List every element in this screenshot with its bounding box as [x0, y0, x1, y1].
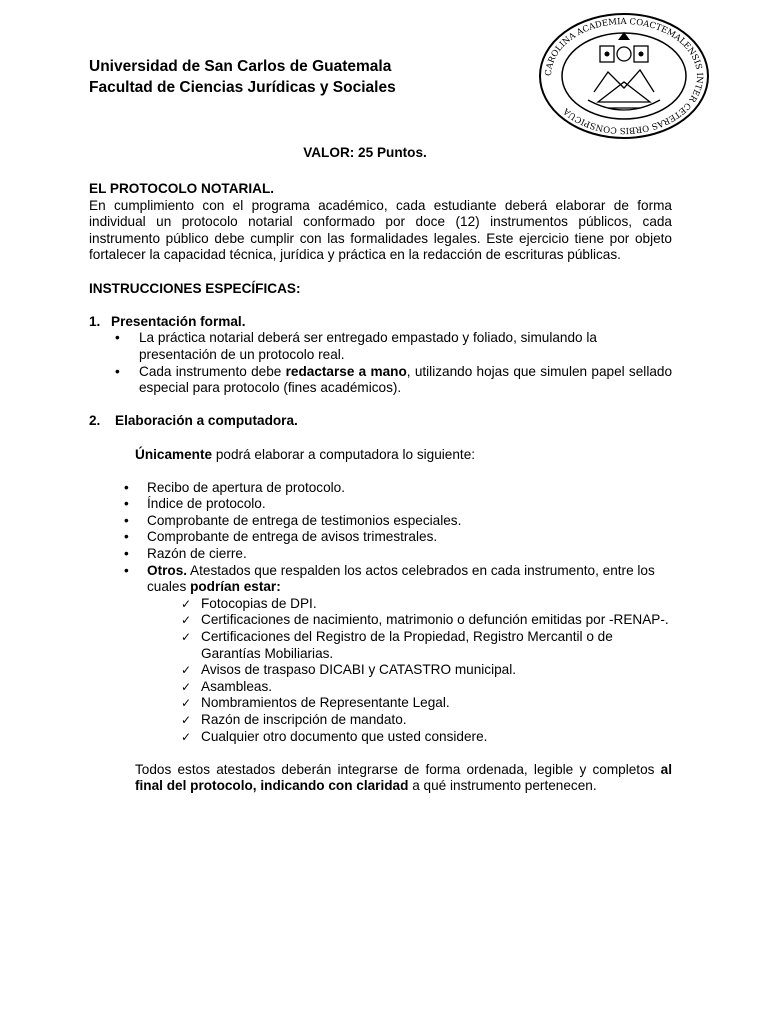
document-header	[89, 56, 396, 98]
item-text: Recibo de apertura de protocolo.	[147, 479, 345, 495]
closing-paragraph	[89, 762, 672, 795]
section1-number: 1.	[89, 313, 101, 329]
otros-text: Atestados que respalden los actos celebrados en cada instrumento, entre los cuales	[147, 562, 655, 595]
check-text: Cualquier otro documento que usted considere.	[201, 728, 488, 744]
section1-list	[89, 330, 672, 396]
section1-bullet2-post: , utilizando hojas que simulen papel sellado especial para protocolo (fines académicos).	[139, 363, 673, 396]
check-text: Fotocopias de DPI.	[201, 595, 317, 611]
section1-heading	[89, 314, 672, 331]
check-text: Certificaciones de nacimiento, matrimonio o defunción emitidas por -RENAP-.	[201, 612, 669, 628]
section2-title: Elaboración a computadora.	[115, 413, 298, 429]
seal-text: CAROLINA ACADEMIA COACTEMALENSIS INTER CETERAS ORBIS CONSPICUA	[543, 16, 705, 136]
list-item	[89, 364, 672, 397]
section1-bullet2-pre: Cada instrumento debe	[139, 363, 286, 379]
closing-bold: al final del protocolo, indicando con claridad	[135, 761, 672, 794]
check-item	[89, 629, 672, 662]
faculty-name: Facultad de Ciencias Jurídicas y Sociales	[89, 79, 396, 96]
list-item	[89, 529, 672, 546]
list-item	[89, 330, 672, 363]
section1-title: Presentación formal.	[111, 313, 246, 329]
closing-pre: Todos estos atestados deberán integrarse de forma ordenada, legible y completos	[135, 761, 661, 777]
check-item	[89, 612, 672, 629]
list-item	[89, 480, 672, 497]
check-text: Certificaciones del Registro de la Propiedad, Registro Mercantil o de Garantías Mobiliarias.	[201, 629, 613, 661]
item-text: Razón de cierre.	[147, 546, 247, 562]
protocolo-title: EL PROTOCOLO NOTARIAL.	[89, 181, 275, 196]
section2-intro	[89, 447, 672, 464]
document-body	[89, 181, 672, 795]
check-item	[89, 596, 672, 613]
check-text: Avisos de traspaso DICABI y CATASTRO municipal.	[201, 662, 517, 678]
section1-bullet1: La práctica notarial deberá ser entregado empastado y foliado, simulando la presentación de un protocolo real.	[139, 330, 597, 362]
item-text: Comprobante de entrega de avisos trimestrales.	[147, 529, 438, 545]
section2-intro-bold: Únicamente	[135, 446, 213, 462]
check-item	[89, 729, 672, 746]
check-text: Asambleas.	[201, 678, 273, 694]
otros-bold: Otros.	[147, 562, 188, 578]
check-text: Razón de inscripción de mandato.	[201, 712, 407, 727]
university-name: Universidad de San Carlos de Guatemala	[89, 58, 392, 75]
section1-bullet2-bold: redactarse a mano	[285, 363, 407, 379]
section2-list	[89, 480, 672, 596]
item-text: Índice de protocolo.	[147, 496, 266, 512]
list-item	[89, 546, 672, 563]
check-item	[89, 695, 672, 712]
list-item	[89, 496, 672, 513]
university-seal-icon	[538, 12, 710, 140]
section2-number: 2.	[89, 413, 101, 429]
valor-line: VALOR: 25 Puntos.	[303, 145, 427, 160]
list-item	[89, 563, 672, 596]
instrucciones-title: INSTRUCCIONES ESPECÍFICAS:	[89, 280, 301, 296]
closing-post: a qué instrumento pertenecen.	[408, 778, 597, 794]
protocolo-text: En cumplimiento con el programa académico, cada estudiante deberá elaborar de forma individual un protocolo notarial conformado por doce (12) instrumentos públicos, cada instrumento público debe cumplir con las formalidades legales. Este ejercicio tiene por objeto fortalecer la capacidad técnica, jurídica y práctica en la redacción de escrituras públicas.	[89, 197, 672, 263]
section2-heading	[89, 413, 672, 430]
list-item	[89, 513, 672, 530]
check-item	[89, 679, 672, 696]
checklist	[89, 596, 672, 745]
check-text: Nombramientos de Representante Legal.	[201, 695, 450, 711]
otros-bold2: podrían estar:	[190, 579, 281, 595]
check-item	[89, 712, 672, 729]
section2-intro-rest: podrá elaborar a computadora lo siguiente:	[212, 446, 476, 462]
check-item	[89, 662, 672, 679]
item-text: Comprobante de entrega de testimonios especiales.	[147, 512, 462, 528]
